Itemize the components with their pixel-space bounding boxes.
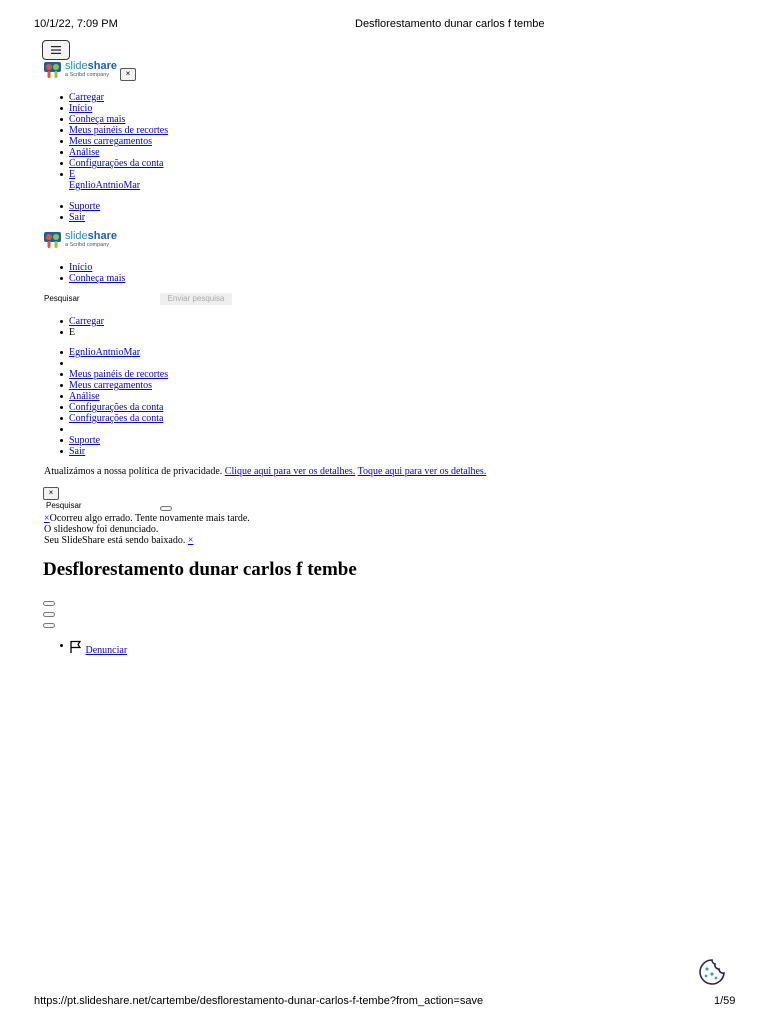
- menu-item-logout[interactable]: Sair: [44, 212, 100, 223]
- flag-icon: [69, 640, 83, 654]
- page-title: Desflorestamento dunar carlos f tembe: [43, 559, 357, 580]
- hamburger-icon: [43, 41, 69, 59]
- cookie-settings-button[interactable]: [697, 957, 727, 987]
- nav-item-home[interactable]: Início: [44, 262, 125, 273]
- downloading-message: Seu SlideShare está sendo baixado. ×: [44, 535, 194, 546]
- search-toggle-button[interactable]: [160, 506, 172, 511]
- print-datetime: 10/1/22, 7:09 PM: [34, 18, 118, 30]
- downloading-close-link[interactable]: ×: [187, 535, 194, 546]
- user-menu-support[interactable]: Suporte: [44, 435, 168, 446]
- nav-item-learn-more[interactable]: Conheça mais: [44, 273, 125, 284]
- user-actions-list: [44, 316, 104, 338]
- slideshare-logo-icon: [44, 62, 61, 79]
- report-link[interactable]: Denunciar: [85, 645, 128, 656]
- reported-message: O slideshow foi denunciado.: [44, 524, 159, 535]
- nav-list: [44, 262, 125, 284]
- print-doc-title: Desflorestamento dunar carlos f tembe: [355, 18, 545, 30]
- search-input[interactable]: Pesquisar: [44, 294, 80, 303]
- user-menu-account-settings[interactable]: Configurações da conta: [44, 402, 168, 413]
- privacy-notice: Atualizámos a nossa política de privacidade. Clique aqui para ver os detalhes. Toque aqui para ver os detalhes.: [44, 466, 487, 477]
- close-button[interactable]: ×: [43, 487, 59, 500]
- user-menu-my-uploads[interactable]: Meus carregamentos: [44, 380, 168, 391]
- menu-item-support[interactable]: Suporte: [44, 201, 100, 212]
- brand-wordmark: slideshare: [65, 60, 117, 72]
- menu-item-user[interactable]: E: [44, 169, 168, 180]
- privacy-click-link[interactable]: Clique aqui para ver os detalhes.: [224, 466, 356, 477]
- user-menu-clipboards[interactable]: Meus painéis de recortes: [44, 369, 168, 380]
- menu-item-home[interactable]: Início: [44, 103, 168, 114]
- close-menu-button[interactable]: ×: [120, 68, 136, 81]
- menu-item-account-settings[interactable]: Configurações da conta: [44, 158, 168, 169]
- slideshare-logo-icon: [44, 232, 61, 249]
- menu-item-clipboards[interactable]: Meus painéis de recortes: [44, 125, 168, 136]
- print-page-number: 1/59: [714, 995, 736, 1007]
- print-url: https://pt.slideshare.net/cartembe/desflorestamento-dunar-carlos-f-tembe?from_action=save: [34, 995, 484, 1007]
- main-menu-list: [44, 92, 168, 180]
- user-initial[interactable]: E: [44, 327, 104, 338]
- menu-item-analytics[interactable]: Análise: [44, 147, 168, 158]
- search-input-secondary[interactable]: Pesquisar: [46, 501, 82, 510]
- user-menu-account-settings-2[interactable]: Configurações da conta: [44, 413, 168, 424]
- slideshow-control-button[interactable]: [43, 612, 55, 617]
- menu-button[interactable]: [42, 40, 70, 60]
- brand-tagline: a Scribd company: [65, 242, 110, 248]
- user-menu-logout[interactable]: Sair: [44, 446, 168, 457]
- report-item[interactable]: [44, 640, 127, 656]
- user-menu-name[interactable]: EgnlioAntnioMar: [44, 347, 168, 358]
- error-message: ×Ocorreu algo errado. Tente novamente mais tarde.: [44, 513, 250, 524]
- menu-item-my-uploads[interactable]: Meus carregamentos: [44, 136, 168, 147]
- cookie-icon: [697, 957, 727, 987]
- menu-item-learn-more[interactable]: Conheça mais: [44, 114, 168, 125]
- menu-item-upload[interactable]: Carregar: [44, 92, 168, 103]
- user-menu-empty-2: [44, 424, 168, 435]
- slideshow-control-button[interactable]: [43, 601, 55, 606]
- user-menu-list: [44, 347, 168, 457]
- slideshow-control-button[interactable]: [43, 623, 55, 628]
- secondary-menu-list: [44, 201, 100, 223]
- brand-wordmark: slideshare: [65, 230, 117, 242]
- menu-user-name[interactable]: EgnlioAntnioMar: [69, 180, 141, 191]
- brand-tagline: a Scribd company: [65, 72, 110, 78]
- privacy-tap-link[interactable]: Toque aqui para ver os detalhes.: [357, 466, 487, 477]
- upload-link[interactable]: Carregar: [44, 316, 104, 327]
- report-list: [44, 640, 127, 656]
- user-menu-analytics[interactable]: Análise: [44, 391, 168, 402]
- user-menu-empty: [44, 358, 168, 369]
- error-close-link[interactable]: ×: [44, 513, 50, 524]
- search-submit-button[interactable]: Enviar pesquisa: [160, 293, 232, 305]
